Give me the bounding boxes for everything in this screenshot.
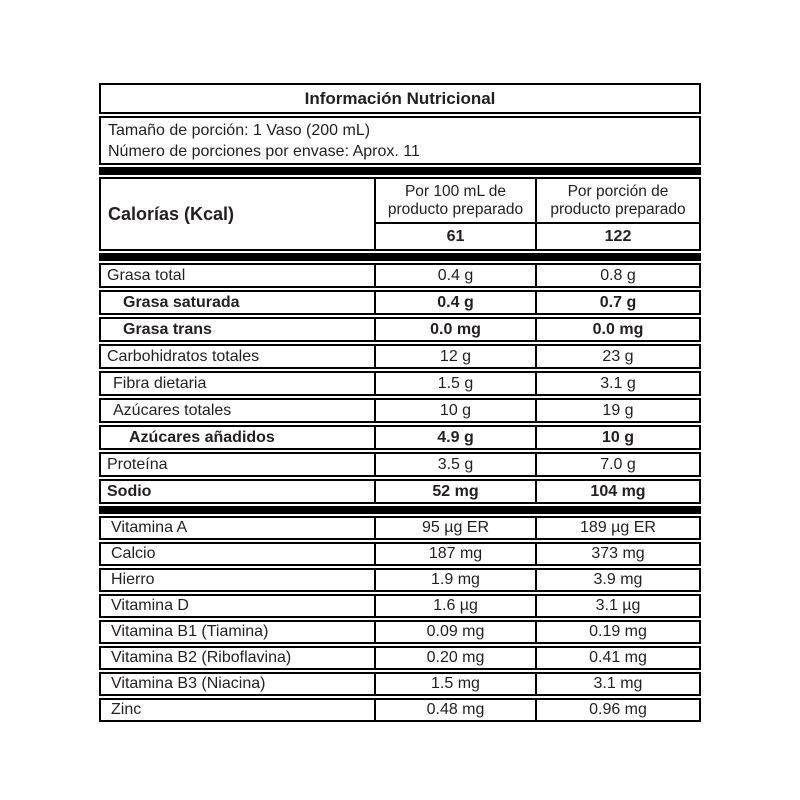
value-per-100ml: 12 g	[376, 346, 537, 367]
table-row	[99, 371, 701, 396]
value-per-100ml: 0.20 mg	[376, 648, 537, 668]
nutrient-name: Vitamina B3 (Niacina)	[101, 674, 376, 694]
value-per-portion: 3.1 µg	[595, 597, 641, 614]
value-per-portion: 7.0 g	[600, 455, 636, 473]
calories-value-per-100ml: 61	[376, 224, 537, 249]
servings-per-container-line: Número de porciones por envase: Aprox. 11	[108, 143, 420, 160]
nutrient-name: Hierro	[101, 570, 376, 590]
table-row	[99, 594, 701, 618]
table-row	[99, 479, 701, 504]
value-per-portion: 104 mg	[590, 482, 646, 500]
table-row	[99, 317, 701, 342]
value-per-portion: 3.9 mg	[593, 571, 643, 588]
calories-label: Calorías (Kcal)	[101, 179, 376, 249]
calories-value-per-portion: 122	[604, 227, 632, 245]
nutrient-name: Grasa trans	[101, 319, 376, 340]
table-row	[99, 290, 701, 315]
value-per-100ml: 0.09 mg	[376, 622, 537, 642]
column-header-per-portion-line1: Por porción de	[567, 182, 669, 200]
nutrient-name: Grasa total	[101, 265, 376, 286]
column-header-per-100ml	[376, 179, 537, 224]
table-row	[99, 398, 701, 423]
nutrient-name: Zinc	[101, 700, 376, 720]
column-header-per-portion	[537, 179, 699, 224]
value-per-100ml: 95 µg ER	[376, 518, 537, 538]
table-row	[99, 516, 701, 540]
table-row	[99, 568, 701, 592]
micronutrients-table	[99, 516, 701, 722]
value-per-100ml: 0.0 mg	[376, 319, 537, 340]
nutrient-name: Vitamina B2 (Riboflavina)	[101, 648, 376, 668]
value-per-100ml: 187 mg	[376, 544, 537, 564]
section-divider	[99, 167, 701, 175]
nutrient-name: Vitamina B1 (Tiamina)	[101, 622, 376, 642]
value-per-portion: 23 g	[602, 347, 634, 365]
table-row	[99, 646, 701, 670]
nutrient-name: Grasa saturada	[101, 292, 376, 313]
column-header-per-100ml-line1: Por 100 mL de	[404, 182, 507, 200]
value-per-100ml: 3.5 g	[376, 454, 537, 475]
table-row	[99, 542, 701, 566]
table-row	[99, 263, 701, 288]
value-per-portion: 373 mg	[591, 545, 645, 562]
column-header-per-portion-line2: producto preparado	[550, 200, 686, 218]
nutrient-name: Vitamina A	[101, 518, 376, 538]
nutrient-name: Proteína	[101, 454, 376, 475]
serving-size-line: Tamaño de porción: 1 Vaso (200 mL)	[108, 122, 371, 139]
value-per-100ml: 1.9 mg	[376, 570, 537, 590]
label-title: Información Nutricional	[304, 88, 496, 108]
table-row	[99, 620, 701, 644]
nutrient-name: Calcio	[101, 544, 376, 564]
value-per-portion: 0.19 mg	[589, 623, 647, 640]
nutrient-name: Vitamina D	[101, 596, 376, 616]
table-row	[99, 425, 701, 450]
nutrient-name: Azúcares totales	[101, 400, 376, 421]
nutrient-name: Azúcares añadidos	[101, 427, 376, 448]
value-per-100ml: 52 mg	[376, 481, 537, 502]
value-per-portion: 0.8 g	[600, 266, 636, 284]
nutrients-table	[99, 263, 701, 504]
value-per-100ml: 0.4 g	[376, 265, 537, 286]
value-per-portion: 19 g	[602, 401, 634, 419]
value-per-100ml: 0.48 mg	[376, 700, 537, 720]
nutrient-name: Sodio	[101, 481, 376, 502]
nutrition-label	[99, 83, 701, 722]
nutrient-name: Carbohidratos totales	[101, 346, 376, 367]
value-per-100ml: 10 g	[376, 400, 537, 421]
value-per-portion: 3.1 g	[600, 374, 636, 392]
value-per-portion: 189 µg ER	[580, 519, 656, 536]
value-per-portion: 0.7 g	[599, 293, 637, 311]
value-per-100ml: 1.6 µg	[376, 596, 537, 616]
serving-info-box	[99, 116, 701, 165]
table-row	[99, 672, 701, 696]
column-header-per-100ml-line2: producto preparado	[387, 200, 524, 218]
value-per-100ml: 1.5 g	[376, 373, 537, 394]
table-row	[99, 698, 701, 722]
label-title-row	[99, 83, 701, 114]
section-divider	[99, 506, 701, 514]
value-per-portion: 3.1 mg	[593, 675, 643, 692]
nutrient-name: Fibra dietaria	[101, 373, 376, 394]
calories-section	[99, 177, 701, 251]
value-per-100ml: 4.9 g	[376, 427, 537, 448]
value-per-100ml: 1.5 mg	[376, 674, 537, 694]
table-row	[99, 452, 701, 477]
value-per-portion: 10 g	[601, 428, 634, 446]
value-per-100ml: 0.4 g	[376, 292, 537, 313]
value-per-portion: 0.0 mg	[592, 320, 644, 338]
section-divider	[99, 253, 701, 261]
value-per-portion: 0.96 mg	[589, 701, 647, 718]
table-row	[99, 344, 701, 369]
value-per-portion: 0.41 mg	[589, 649, 647, 666]
